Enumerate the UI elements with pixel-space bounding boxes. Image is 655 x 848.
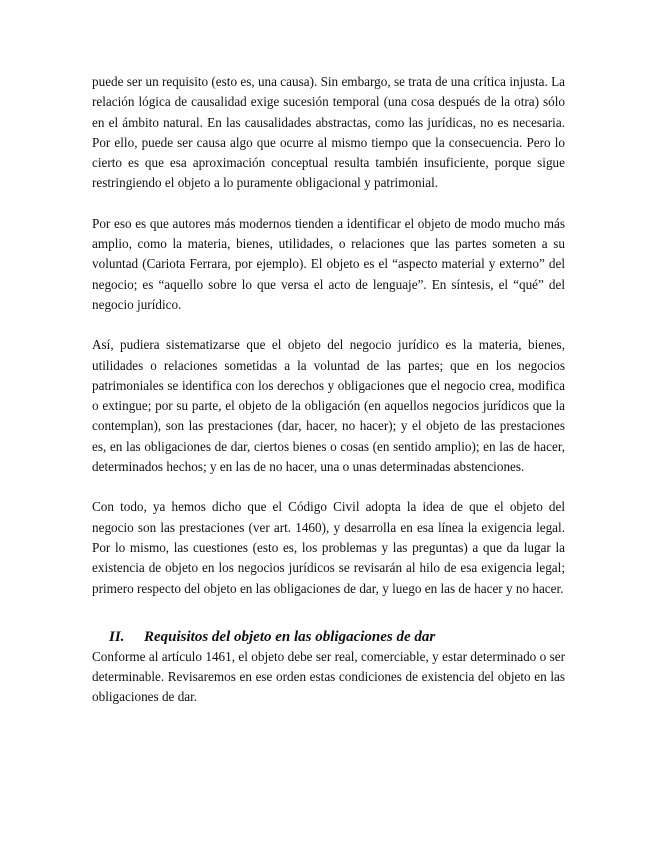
paragraph-spacer xyxy=(92,599,565,619)
paragraph-spacer xyxy=(92,315,565,335)
section-heading xyxy=(92,627,565,647)
document-page xyxy=(92,72,565,708)
paragraph-causa-critica: puede ser un requisito (esto es, una causa). Sin embargo, se trata de una crítica injusta. La relación lógica de causalidad exige sucesión temporal (una cosa después de la otra) sólo en el ámbito natural. En las causalidades abstractas, como las jurídicas, no es necesaria. Por ello, puede ser causa algo que ocurre al mismo tiempo que la consecuencia. Pero lo cierto es que esa aproximación conceptual resulta también insuficiente, porque sigue restringiendo el objeto a lo puramente obligacional y patrimonial. xyxy=(92,74,565,191)
paragraph-autores-modernos: Por eso es que autores más modernos tienden a identificar el objeto de modo mucho más amplio, como la materia, bienes, utilidades, o relaciones que las partes someten a su voluntad (Cariota Ferrara, por ejemplo). El objeto es el “aspecto material y externo” del negocio; es “aquello sobre lo que versa el acto de lenguaje”. En síntesis, el “qué” del negocio jurídico. xyxy=(92,215,565,312)
paragraph-spacer xyxy=(92,477,565,497)
section-number: II. xyxy=(109,628,125,645)
paragraph-spacer xyxy=(92,194,565,214)
paragraph-sistematizacion: Así, pudiera sistematizarse que el objeto del negocio jurídico es la materia, bienes, utilidades o relaciones sometidas a la voluntad de las partes; que en los negocios patrimoniales se identifica con los derechos y obligaciones que el negocio crea, modifica o extingue; por su parte, el objeto de la obligación (en aquellos negocios jurídicos que la contemplan), son las prestaciones (dar, hacer, no hacer); y el objeto de las prestaciones es, en las obligaciones de dar, ciertos bienes o cosas (en sentido amplio); en las de hacer, determinados hechos; y en las de no hacer, una o unas determinadas abstenciones. xyxy=(92,337,565,475)
paragraph-articulo-1461: Conforme al artículo 1461, el objeto debe ser real, comerciable, y estar determinado o ser determinable. Revisaremos en ese orden estas condiciones de existencia del objeto en las obligaciones de dar. xyxy=(92,648,565,705)
section-title: Requisitos del objeto en las obligaciones de dar xyxy=(144,628,436,645)
paragraph-codigo-civil: Con todo, ya hemos dicho que el Código Civil adopta la idea de que el objeto del negocio son las prestaciones (ver art. 1460), y desarrolla en esa línea la exigencia legal. Por lo mismo, las cuestiones (esto es, los problemas y las preguntas) a que da lugar la existencia de objeto en los negocios jurídicos se revisarán al hilo de esa exigencia legal; primero respecto del objeto en las obligaciones de dar, y luego en las de hacer y no hacer. xyxy=(92,499,565,596)
